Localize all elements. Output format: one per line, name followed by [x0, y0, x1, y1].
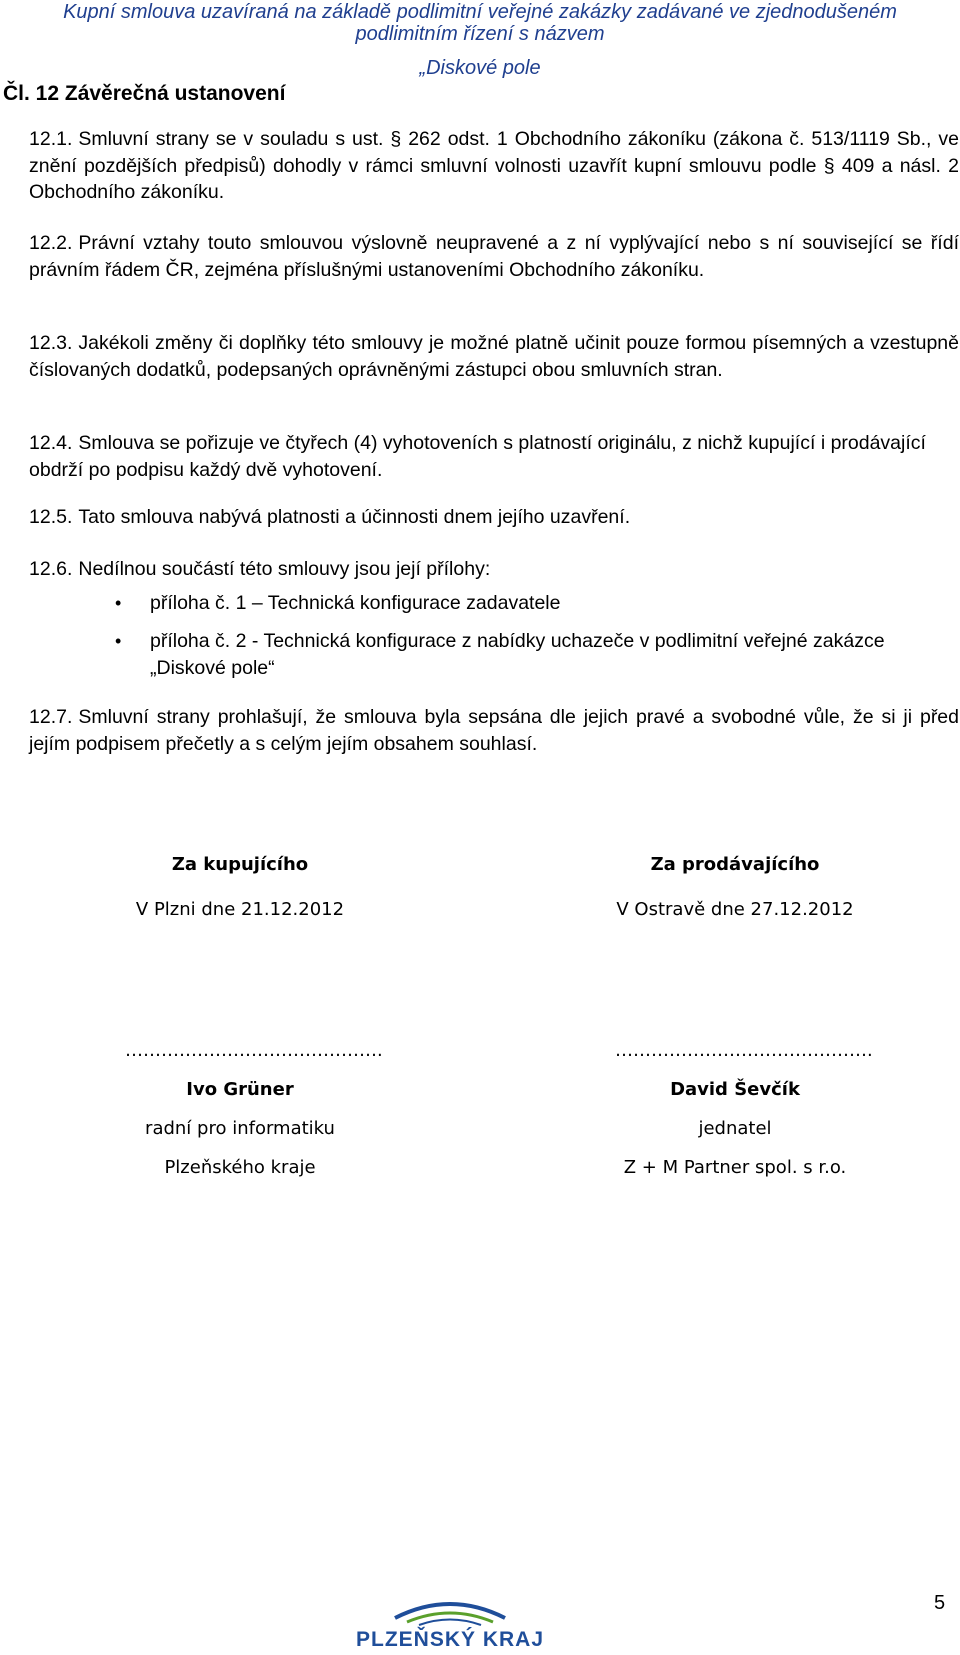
attachments-list — [117, 590, 937, 700]
paragraph-text: Smlouva se pořizuje ve čtyřech (4) vyhotoveních s platností originálu, z nichž kupující i prodávající obdrží po podpisu každý dvě vyhotovení. — [29, 432, 926, 481]
buyer-place-date: V Plzni dne 21.12.2012 — [135, 899, 345, 920]
paragraph-text: Smluvní strany prohlašují, že smlouva byla sepsána dle jejich pravé a svobodné vůle, že si ji před jejím podpisem přečetly a s celým jejím obsahem souhlasí. — [29, 706, 959, 755]
seller-place-date: V Ostravě dne 27.12.2012 — [616, 899, 854, 920]
bullet-icon: • — [115, 631, 122, 651]
seller-name: David Ševčík — [670, 1079, 800, 1100]
paragraph-number: 12.6. — [29, 558, 73, 580]
paragraph-12-6 — [29, 556, 959, 583]
buyer-organization: Plzeňského kraje — [164, 1157, 316, 1178]
logo-text: PLZEŇSKÝ KRAJ — [355, 1628, 545, 1650]
paragraph-number: 12.3. — [29, 332, 73, 354]
paragraph-12-7 — [29, 704, 959, 757]
paragraph-number: 12.2. — [29, 232, 73, 254]
list-item — [117, 628, 937, 688]
paragraph-text: Tato smlouva nabývá platnosti a účinnosti dnem jejího uzavření. — [78, 506, 631, 528]
paragraph-12-2 — [29, 230, 959, 283]
seller-role: jednatel — [698, 1118, 772, 1139]
buyer-name: Ivo Grüner — [186, 1079, 294, 1100]
document-header-line-3: „Diskové pole — [419, 57, 541, 79]
paragraph-number: 12.7. — [29, 706, 73, 728]
document-header-line-1: Kupní smlouva uzavíraná na základě podlimitní veřejné zakázky zadávané ve zjednodušeném — [63, 1, 897, 23]
plzensky-kraj-logo — [355, 1590, 545, 1650]
paragraph-12-4 — [29, 430, 959, 483]
seller-signature-line: ……………………………………. — [615, 1040, 873, 1061]
seller-title: Za prodávajícího — [650, 854, 820, 875]
paragraph-number: 12.5. — [29, 506, 73, 528]
paragraph-text: Jakékoli změny či doplňky této smlouvy je možné platně učinit pouze formou písemných a vzestupně číslovaných dodatků, podepsaných oprávněnými zástupci obou smluvních stran. — [29, 332, 959, 381]
paragraph-number: 12.1. — [29, 128, 73, 150]
attachment-text: příloha č. 2 - Technická konfigurace z nabídky uchazeče v podlimitní veřejné zakázce „Diskové pole“ — [150, 630, 885, 679]
paragraph-12-1 — [29, 126, 959, 206]
paragraph-text: Nedílnou součástí této smlouvy jsou její přílohy: — [78, 558, 491, 580]
attachment-text: příloha č. 1 – Technická konfigurace zadavatele — [150, 592, 561, 614]
list-item — [117, 590, 937, 620]
paragraph-12-5 — [29, 504, 959, 531]
logo-emblem-icon — [355, 1590, 545, 1650]
seller-organization: Z + M Partner spol. s r.o. — [623, 1157, 847, 1178]
buyer-role: radní pro informatiku — [145, 1118, 335, 1139]
paragraph-text: Právní vztahy touto smlouvou výslovně neupravené a z ní vyplývající nebo s ní související se řídí právním řádem ČR, zejména příslušnými ustanoveními Obchodního zákoníku. — [29, 232, 959, 281]
paragraph-number: 12.4. — [29, 432, 73, 454]
paragraph-text: Smluvní strany se v souladu s ust. § 262 odst. 1 Obchodního zákoníku (zákona č. 513/1119 Sb., ve znění pozdějších předpisů) dohodly v rámci smluvní volnosti uzavřít kupní smlouvu podle § 409 a násl. 2 Obchodního zákoníku. — [29, 128, 959, 203]
bullet-icon: • — [115, 593, 122, 613]
buyer-title: Za kupujícího — [171, 854, 309, 875]
buyer-signature-line: ……………………………………. — [125, 1040, 383, 1061]
paragraph-12-3 — [29, 330, 959, 383]
section-heading: Čl. 12 Závěrečná ustanovení — [3, 82, 286, 105]
document-header-line-2: podlimitním řízení s názvem — [355, 23, 605, 45]
page-number: 5 — [934, 1592, 946, 1614]
